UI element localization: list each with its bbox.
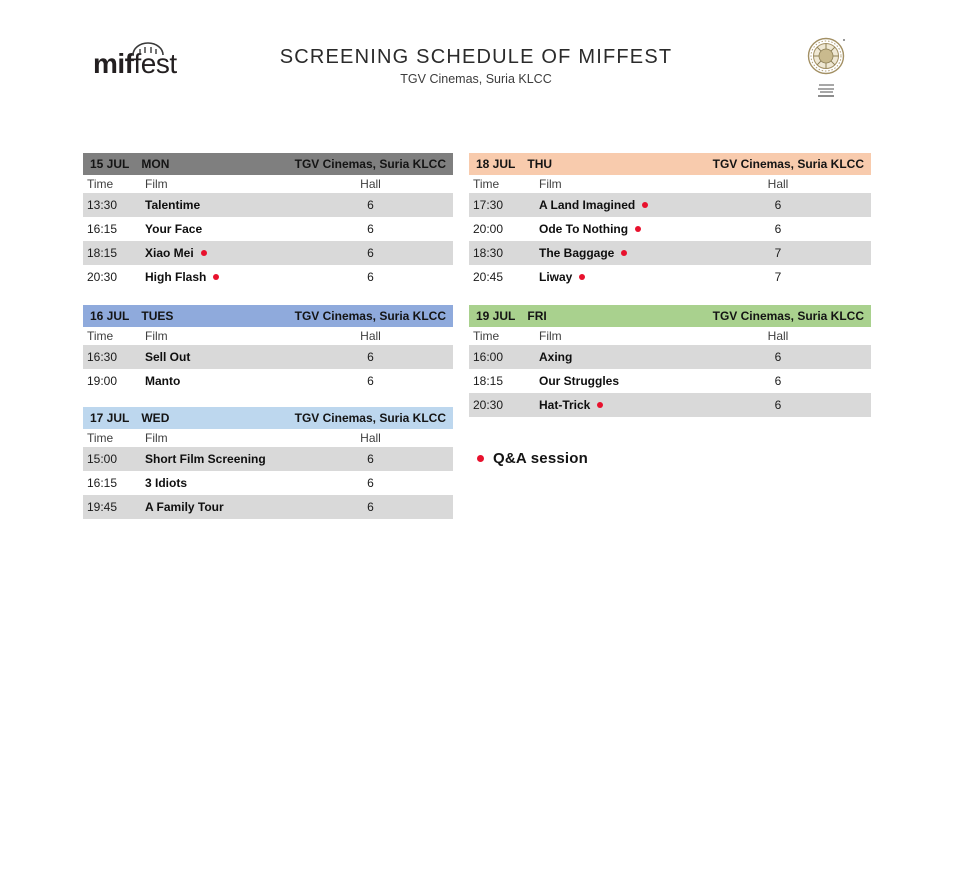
- table-header: [469, 153, 871, 175]
- row-time: 17:30: [473, 198, 504, 212]
- row-time: 18:30: [473, 246, 504, 260]
- schedule-row: [469, 393, 871, 417]
- column-header-hall: Hall: [767, 177, 789, 191]
- schedule-row: [469, 217, 871, 241]
- schedule-row: [83, 369, 453, 393]
- table-date: 15 JUL: [90, 157, 130, 171]
- row-film: [539, 270, 685, 284]
- row-film-title: The Baggage: [539, 246, 615, 260]
- schedule-table-mon: [83, 153, 453, 289]
- table-venue: TGV Cinemas, Suria KLCC: [294, 309, 446, 323]
- table-day: THU: [527, 157, 553, 171]
- column-header-hall: Hall: [767, 329, 789, 343]
- qa-dot-icon: [579, 274, 585, 280]
- row-film-title: A Family Tour: [145, 500, 224, 514]
- table-header: [83, 153, 453, 175]
- row-hall: 6: [367, 350, 374, 364]
- table-rows: [469, 193, 871, 289]
- table-header: [469, 305, 871, 327]
- row-time: 20:30: [87, 270, 118, 284]
- row-film-title: A Land Imagined: [539, 198, 636, 212]
- row-film: [145, 500, 288, 514]
- row-film-title: Your Face: [145, 222, 203, 236]
- schedule-table-fri: [469, 305, 871, 417]
- qa-dot-icon: [201, 250, 207, 256]
- row-hall: 6: [367, 222, 374, 236]
- row-film: [145, 350, 288, 364]
- qa-legend: [477, 448, 588, 468]
- schedule-row: [83, 447, 453, 471]
- row-hall: 6: [367, 476, 374, 490]
- schedule-row: [469, 193, 871, 217]
- table-venue: TGV Cinemas, Suria KLCC: [294, 157, 446, 171]
- row-time: 20:00: [473, 222, 504, 236]
- row-hall: 6: [774, 198, 782, 212]
- emblem-caption-lines: [806, 84, 846, 97]
- row-hall: 6: [774, 350, 782, 364]
- schedule-row: [83, 193, 453, 217]
- row-film: [539, 350, 685, 364]
- row-film-title: Manto: [145, 374, 181, 388]
- logo-text-light: fest: [133, 48, 177, 79]
- table-date-group: [90, 411, 169, 425]
- schedule-row: [83, 217, 453, 241]
- column-headers: [83, 327, 453, 345]
- row-film: [145, 270, 288, 284]
- table-day: TUES: [141, 309, 174, 323]
- table-venue: TGV Cinemas, Suria KLCC: [294, 411, 446, 425]
- row-film: [539, 246, 685, 260]
- row-film-title: Axing: [539, 350, 573, 364]
- row-film-title: High Flash: [145, 270, 207, 284]
- row-hall: 6: [367, 198, 374, 212]
- row-time: 13:30: [87, 198, 118, 212]
- row-hall: 7: [774, 270, 782, 284]
- row-film: [145, 452, 288, 466]
- table-day: MON: [141, 157, 170, 171]
- row-film: [539, 398, 685, 412]
- column-header-time: Time: [87, 177, 114, 191]
- logo-text-bold: mif: [93, 48, 134, 79]
- row-film: [145, 374, 288, 388]
- column-header-film: Film: [145, 329, 168, 343]
- festival-emblem: [806, 36, 846, 98]
- row-film: [539, 222, 685, 236]
- row-hall: 6: [367, 452, 374, 466]
- column-header-hall: Hall: [360, 177, 381, 191]
- table-venue: TGV Cinemas, Suria KLCC: [712, 309, 864, 323]
- qa-dot-icon: [621, 250, 627, 256]
- table-date-group: [90, 157, 169, 171]
- column-headers: [469, 175, 871, 193]
- row-hall: 6: [367, 374, 374, 388]
- qa-dot-icon: [597, 402, 603, 408]
- row-hall: 6: [774, 374, 782, 388]
- schedule-row: [83, 241, 453, 265]
- page-subtitle: TGV Cinemas, Suria KLCC: [400, 72, 552, 86]
- table-rows: [469, 345, 871, 417]
- row-time: 16:00: [473, 350, 504, 364]
- row-time: 20:45: [473, 270, 504, 284]
- schedule-table-wed: [83, 407, 453, 519]
- row-film-title: Talentime: [145, 198, 201, 212]
- row-time: 20:30: [473, 398, 504, 412]
- row-time: 16:15: [87, 476, 118, 490]
- row-hall: 6: [367, 246, 374, 260]
- schedule-row: [469, 345, 871, 369]
- row-film-title: Our Struggles: [539, 374, 620, 388]
- table-day: WED: [141, 411, 170, 425]
- row-film: [145, 246, 288, 260]
- column-header-hall: Hall: [360, 431, 381, 445]
- schedule-row: [469, 369, 871, 393]
- table-rows: [83, 193, 453, 289]
- table-venue: TGV Cinemas, Suria KLCC: [712, 157, 864, 171]
- table-date-group: [476, 309, 547, 323]
- column-header-time: Time: [473, 177, 500, 191]
- row-film-title: Short Film Screening: [145, 452, 266, 466]
- festival-emblem-icon: [806, 36, 846, 76]
- schedule-row: [469, 265, 871, 289]
- table-header: [83, 407, 453, 429]
- row-hall: 6: [774, 398, 782, 412]
- schedule-row: [83, 265, 453, 289]
- column-headers: [469, 327, 871, 345]
- column-header-time: Time: [87, 329, 114, 343]
- column-header-film: Film: [145, 177, 168, 191]
- row-film: [539, 374, 685, 388]
- schedule-row: [83, 345, 453, 369]
- row-film: [145, 198, 288, 212]
- row-time: 16:30: [87, 350, 118, 364]
- qa-dot-icon: [635, 226, 641, 232]
- schedule-table-thu: [469, 153, 871, 289]
- column-header-time: Time: [87, 431, 114, 445]
- column-header-film: Film: [539, 177, 562, 191]
- table-day: FRI: [527, 309, 547, 323]
- row-time: 16:15: [87, 222, 118, 236]
- row-film: [145, 222, 288, 236]
- table-rows: [83, 345, 453, 393]
- row-film-title: 3 Idiots: [145, 476, 188, 490]
- column-headers: [83, 175, 453, 193]
- column-header-film: Film: [145, 431, 168, 445]
- qa-dot-icon: [477, 455, 484, 462]
- table-date: 19 JUL: [476, 309, 516, 323]
- page-title: SCREENING SCHEDULE OF MIFFEST: [279, 46, 673, 68]
- row-time: 19:45: [87, 500, 118, 514]
- column-header-film: Film: [539, 329, 562, 343]
- column-headers: [83, 429, 453, 447]
- row-hall: 7: [774, 246, 782, 260]
- table-date: 18 JUL: [476, 157, 516, 171]
- table-date-group: [90, 309, 173, 323]
- table-rows: [83, 447, 453, 519]
- table-date-group: [476, 157, 552, 171]
- row-film-title: Sell Out: [145, 350, 191, 364]
- row-film-title: Xiao Mei: [145, 246, 194, 260]
- row-film-title: Ode To Nothing: [539, 222, 629, 236]
- schedule-row: [83, 495, 453, 519]
- row-film: [539, 198, 685, 212]
- table-date: 16 JUL: [90, 309, 130, 323]
- schedule-row: [83, 471, 453, 495]
- row-hall: 6: [367, 270, 374, 284]
- row-time: 18:15: [473, 374, 504, 388]
- column-header-time: Time: [473, 329, 500, 343]
- row-time: 15:00: [87, 452, 118, 466]
- qa-dot-icon: [213, 274, 219, 280]
- row-film: [145, 476, 288, 490]
- row-time: 19:00: [87, 374, 118, 388]
- qa-legend-label: Q&A session: [493, 449, 589, 467]
- schedule-row: [469, 241, 871, 265]
- row-time: 18:15: [87, 246, 118, 260]
- qa-dot-icon: [642, 202, 648, 208]
- table-date: 17 JUL: [90, 411, 130, 425]
- schedule-table-tue: [83, 305, 453, 393]
- row-film-title: Hat-Trick: [539, 398, 591, 412]
- table-header: [83, 305, 453, 327]
- row-hall: 6: [774, 222, 782, 236]
- row-film-title: Liway: [539, 270, 573, 284]
- row-hall: 6: [367, 500, 374, 514]
- column-header-hall: Hall: [360, 329, 381, 343]
